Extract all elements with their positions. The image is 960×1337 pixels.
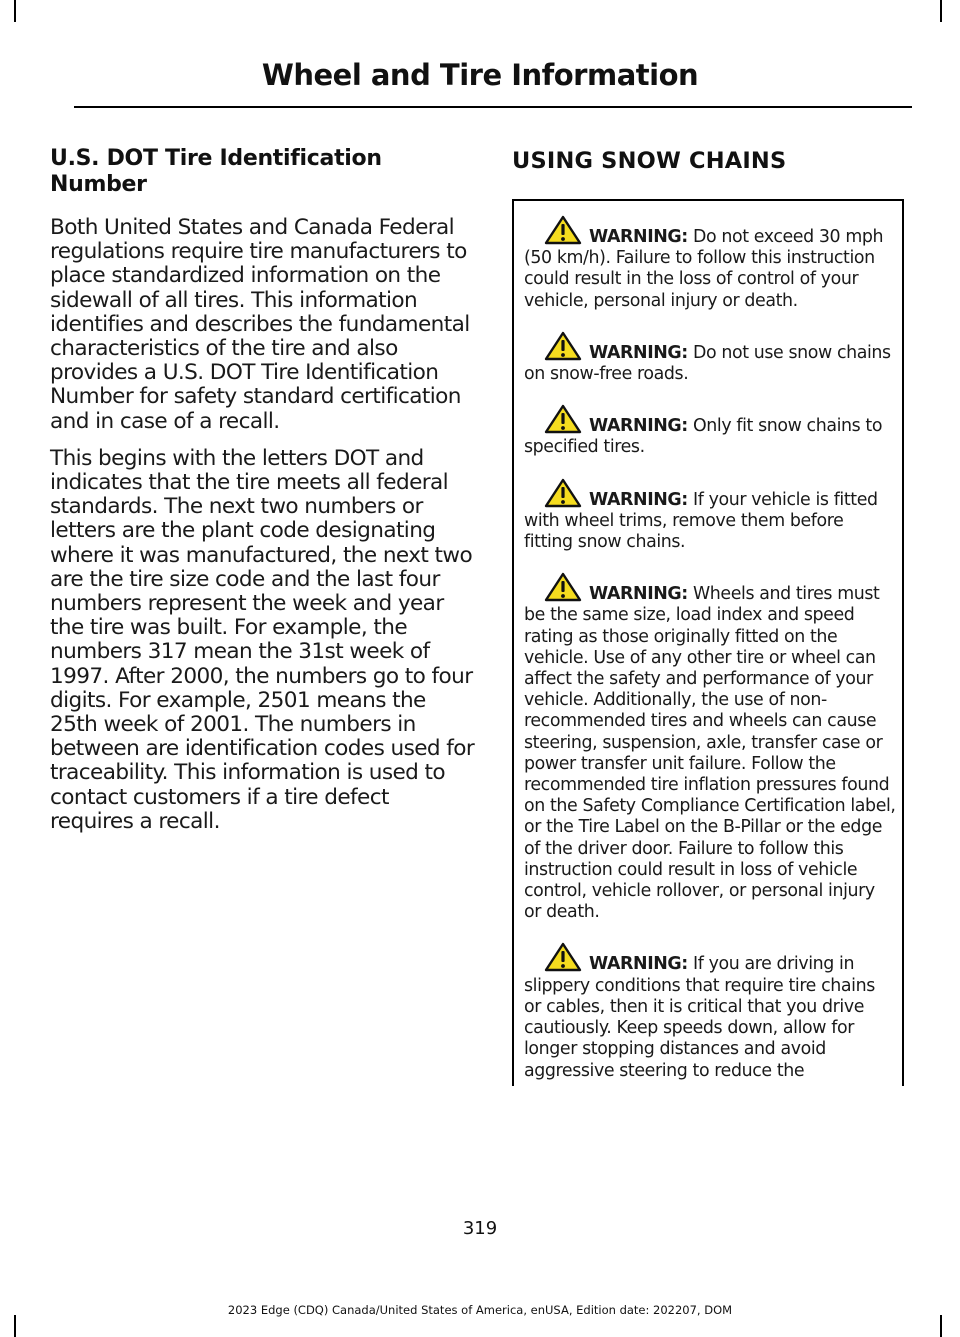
warning-item (524, 331, 896, 385)
warning-triangle-icon (544, 331, 582, 361)
warning-text: Only fit snow chains to specified tires. (524, 416, 883, 458)
warning-item (524, 478, 896, 554)
header-divider (74, 106, 912, 108)
crop-mark-top-left (14, 0, 16, 22)
section-heading-dot-tin: U.S. DOT Tire Identification Number (50, 146, 382, 197)
warning-item (524, 215, 896, 312)
page-title: Wheel and Tire Information (261, 58, 699, 92)
crop-mark-top-right (940, 0, 942, 22)
warning-text: Do not exceed 30 mph (50 km/h). Failure to follow this instruction could result in the loss of control of your vehicle, personal injury or death. (524, 227, 884, 311)
right-column (512, 146, 908, 176)
warning-label: WARNING: (589, 954, 688, 975)
body-paragraph: Both United States and Canada Federal regulations require tire manufacturers to place standardized information on the sidewall of all tires. This information identifies and describes the fundamental characteristics of the tire and also provides a U.S. DOT Tire Identification Number for safety standard certification and in case of a recall. (50, 215, 470, 434)
warning-label: WARNING: (589, 489, 688, 510)
footer-edition-info: 2023 Edge (CDQ) Canada/United States of America, enUSA, Edition date: 202207, DOM (227, 1303, 733, 1317)
warning-triangle-icon (544, 572, 582, 602)
warning-text: If you are driving in slippery conditions that require tire chains or cables, then it is critical that you drive cautiously. Keep speeds down, allow for longer stopping distances and avoid aggressive steering to reduce the (524, 954, 875, 1081)
warning-label: WARNING: (589, 227, 688, 247)
warning-item (524, 942, 896, 1081)
warning-text: Wheels and tires must be the same size, load index and speed rating as those originally fitted on the vehicle. Use of any other tire or wheel can affect the safety and performance of your vehicle. Additionally, the use of non-recommended tires and wheels can cause steering, suspension, axle, transfer case or power transfer unit failure. Follow the recommended tire inflation pressures found on the Safety Compliance Certification label, or the Tire Label on the B-Pillar or the edge of the driver door. Failure to follow this instruction could result in loss of vehicle control, vehicle rollover, or personal injury or death. (524, 584, 896, 923)
warnings-list (514, 201, 902, 1082)
crop-mark-bottom-right (940, 1315, 942, 1337)
warnings-box (512, 199, 904, 1086)
section-heading-snow-chains: USING SNOW CHAINS (512, 148, 787, 174)
body-paragraph: This begins with the letters DOT and indicates that the tire meets all federal standards. The next two numbers or letters are the plant code designating where it was manufactured, the next two are the tire size code and the last four numbers represent the week and year the tire was built. For example, the numbers 317 mean the 31st week of 1997. After 2000, the numbers go to four digits. For example, 2501 means the 25th week of 2001. The numbers in between are identification codes used for traceability. This information is used to contact customers if a tire defect requires a recall. (50, 445, 475, 834)
warning-text: Do not use snow chains on snow-free roads. (524, 342, 891, 385)
warning-text: If your vehicle is fitted with wheel trims, remove them before fitting snow chains. (524, 489, 878, 553)
warning-item (524, 404, 896, 458)
warning-item (524, 572, 896, 923)
warning-label: WARNING: (589, 342, 688, 363)
warning-triangle-icon (544, 215, 582, 245)
page-number: 319 (462, 1218, 498, 1239)
warning-label: WARNING: (589, 416, 688, 437)
left-column (50, 146, 478, 847)
crop-mark-bottom-left (14, 1315, 16, 1337)
warning-label: WARNING: (589, 584, 688, 605)
warning-triangle-icon (544, 942, 582, 972)
warning-triangle-icon (544, 478, 582, 508)
warning-triangle-icon (544, 404, 582, 434)
